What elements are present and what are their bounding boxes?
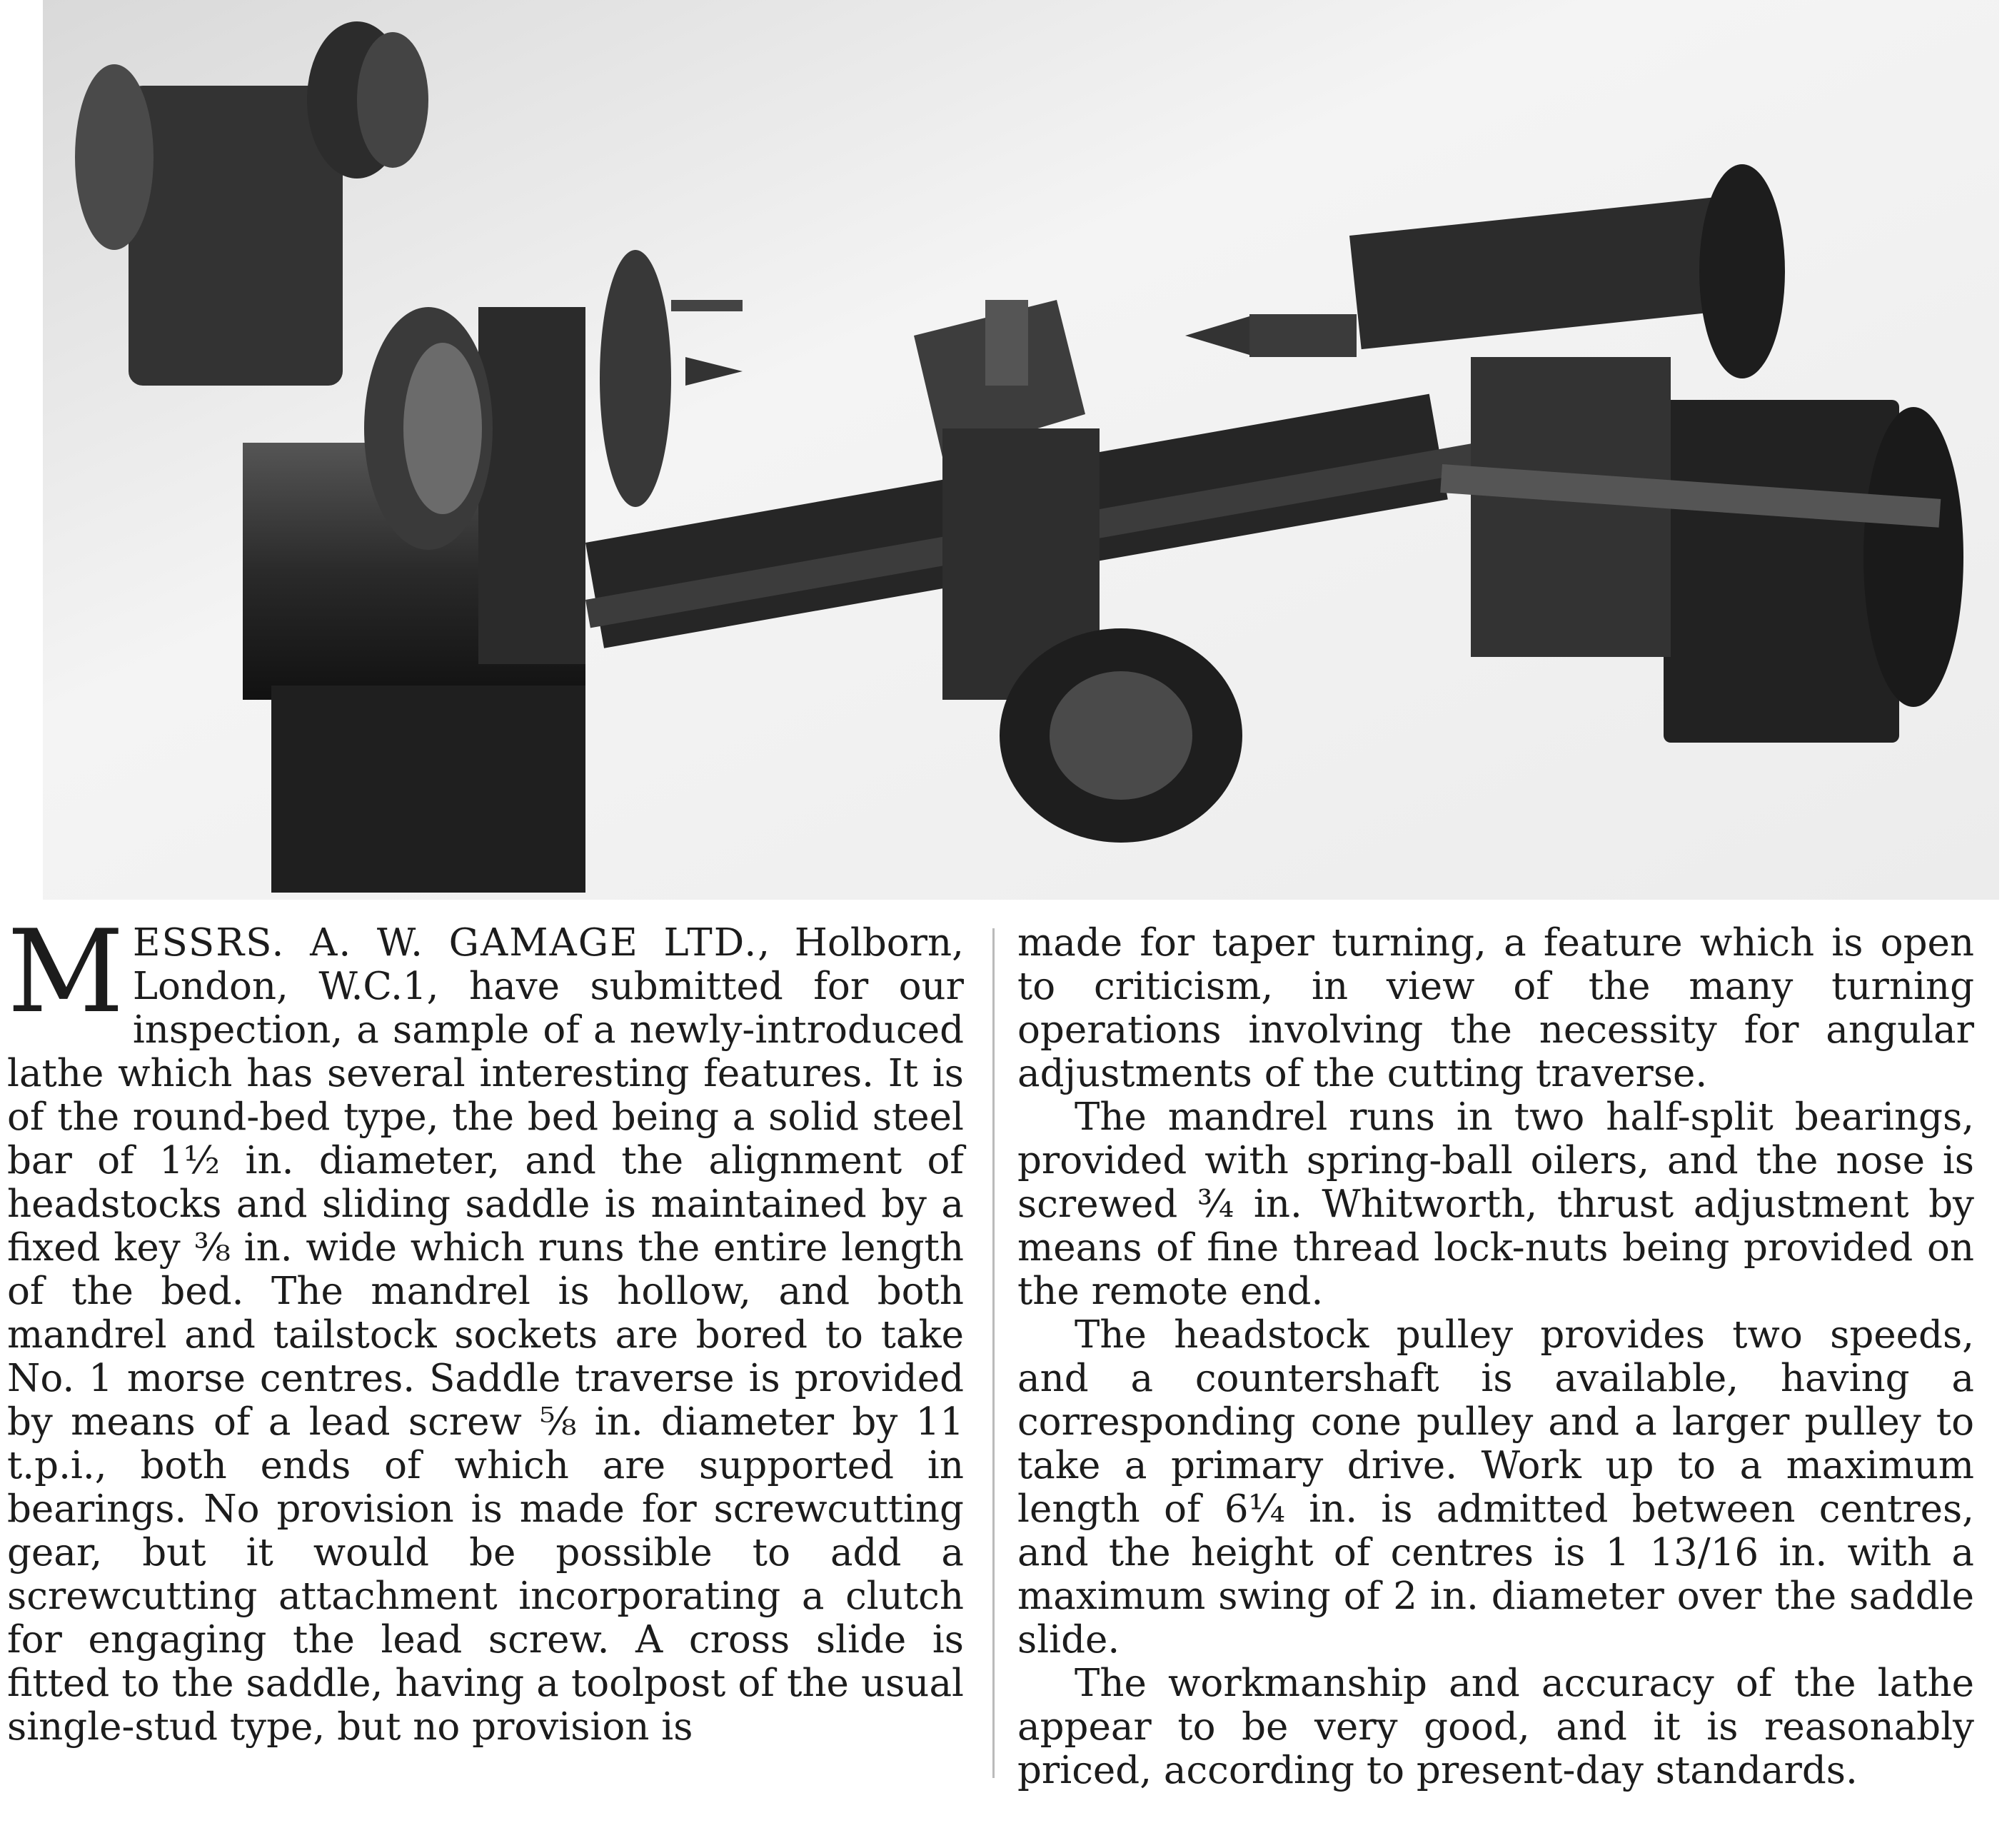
paragraph-workmanship: The workmanship and accuracy of the lathe appear to be very good, and it is reasonably priced, according to present-day standards. <box>1017 1662 1974 1792</box>
article-paragraph-1 <box>7 905 964 1749</box>
paragraph-1-text: Holborn, London, W.C.1, have submitted for our inspection, a sample of a newly-introduced lathe which has several interesting features. It is of the round-bed type, the bed being a solid steel bar of 1½ in. diameter, and the alignment of headstocks and sliding saddle is maintained by a fixed key ⅜ in. wide which runs the entire length of the bed. The mandrel is hollow, and both mandrel and tailstock sockets are bored to take No. 1 morse centres. Saddle traverse is provided by means of a lead screw ⅝ in. diameter by 11 t.p.i., both ends of which are supported in bearings. No provision is made for screwcutting gear, but it would be possible to add a screwcutting attachment incorporating a clutch for engaging the lead screw. A cross slide is fitted to the saddle, having a toolpost of the usual single-stud type, but no provision is <box>7 921 964 1749</box>
paragraph-headstock: The headstock pulley provides two speeds, and a countershaft is available, having a corresponding cone pulley and a larger pulley to take a primary drive. Work up to a maximum length of 6¼ in. is admitted between centres, and the height of centres is 1 13/16 in. with a maximum swing of 2 in. diameter over the saddle slide. <box>1017 1313 1974 1662</box>
company-name-lead: ESSRS. A. W. GAMAGE LTD., <box>132 921 772 965</box>
article-column-left <box>7 905 964 1749</box>
paragraph-mandrel: The mandrel runs in two half-split bearings, provided with spring-ball oilers, and the nose is screwed ¾ in. Whitworth, thrust adjustment by means of fine thread lock-nuts being provided on the remote end. <box>1017 1095 1974 1313</box>
article-column-right <box>1017 921 1974 1792</box>
lathe-illustration <box>43 0 1999 900</box>
drop-cap: M <box>7 905 124 1038</box>
lathe-photo <box>43 0 1999 900</box>
column-divider <box>992 928 995 1778</box>
paragraph-continuation: made for taper turning, a feature which is open to criticism, in view of the many turning operations involving the necessity for angular adjustments of the cutting traverse. <box>1017 921 1974 1095</box>
